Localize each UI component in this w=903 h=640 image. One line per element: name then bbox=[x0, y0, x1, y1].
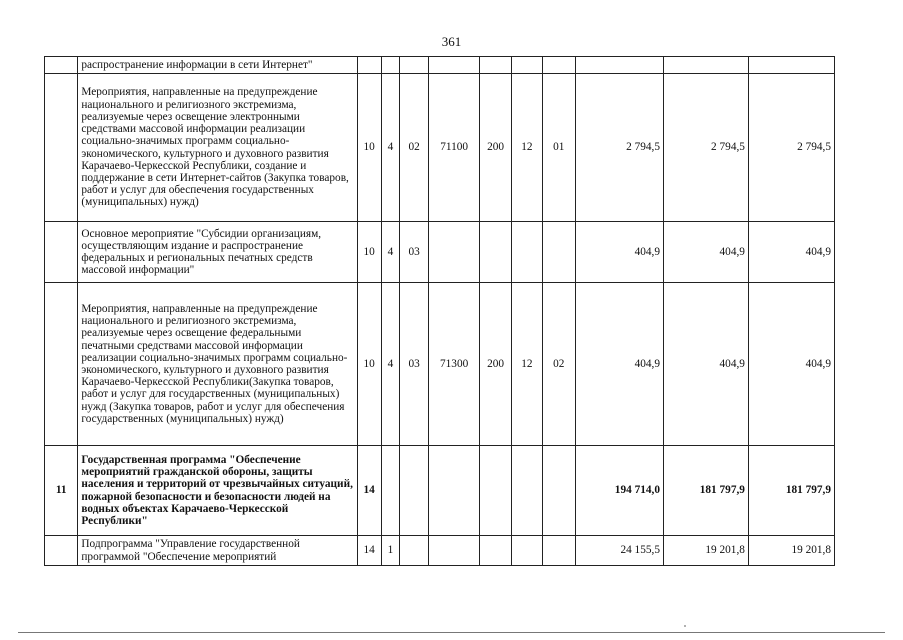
code-ministry bbox=[512, 222, 542, 283]
table-row bbox=[45, 446, 835, 536]
code-subsection: 4 bbox=[381, 283, 399, 446]
row-description: Мероприятия, направленные на предупреждение национального и религиозного экстремизма, реализуемые через освещение электронными средствами массовой информации реализации социально-значимых программ социально-экономического, культурного и духовного развития Карачаево-Черкесской Республики, создание и поддержание в сети Интернет-сайтов (Закупка товаров, работ и услуг для обеспечения государственных (муниципальных) нужд) bbox=[78, 74, 357, 222]
amount-year-3: 19 201,8 bbox=[748, 536, 834, 566]
amount-year-1: 2 794,5 bbox=[575, 74, 663, 222]
code-section: 10 bbox=[357, 283, 381, 446]
amount-year-3: 181 797,9 bbox=[748, 446, 834, 536]
page-bottom-rule bbox=[18, 632, 885, 633]
amount-year-2: 19 201,8 bbox=[663, 536, 748, 566]
amount-year-3: 404,9 bbox=[748, 283, 834, 446]
code-section: 10 bbox=[357, 74, 381, 222]
row-description: Основное мероприятие "Субсидии организациям, осуществляющим издание и распространение федеральных и региональных печатных средств массовой информации" bbox=[78, 222, 357, 283]
table-row bbox=[45, 74, 835, 222]
code-program: 02 bbox=[400, 74, 429, 222]
code-direction bbox=[429, 536, 480, 566]
amount-year-1: 194 714,0 bbox=[575, 446, 663, 536]
code-section: 10 bbox=[357, 222, 381, 283]
code-ministry bbox=[512, 446, 542, 536]
table-row bbox=[45, 222, 835, 283]
code-section: 14 bbox=[357, 446, 381, 536]
row-number bbox=[45, 74, 78, 222]
code-expense-type bbox=[479, 446, 511, 536]
code-expense-type bbox=[479, 536, 511, 566]
amount-year-3 bbox=[748, 57, 834, 74]
code-subsection: 1 bbox=[381, 536, 399, 566]
code-program: 03 bbox=[400, 283, 429, 446]
row-number bbox=[45, 536, 78, 566]
row-number bbox=[45, 57, 78, 74]
amount-year-1: 404,9 bbox=[575, 222, 663, 283]
code-expense-type: 200 bbox=[479, 74, 511, 222]
code-expense-type: 200 bbox=[479, 283, 511, 446]
code-section bbox=[357, 57, 381, 74]
code-direction: 71100 bbox=[429, 74, 480, 222]
row-number: 11 bbox=[45, 446, 78, 536]
code-program: 03 bbox=[400, 222, 429, 283]
table-row bbox=[45, 536, 835, 566]
table-row bbox=[45, 283, 835, 446]
row-number bbox=[45, 283, 78, 446]
code-subsection: 4 bbox=[381, 222, 399, 283]
page-number: 361 bbox=[441, 34, 462, 49]
code-program bbox=[400, 57, 429, 74]
amount-year-1 bbox=[575, 57, 663, 74]
code-subsection bbox=[381, 446, 399, 536]
row-number bbox=[45, 222, 78, 283]
amount-year-2: 181 797,9 bbox=[663, 446, 748, 536]
code-ministry bbox=[512, 57, 542, 74]
code-subprogram: 02 bbox=[542, 283, 575, 446]
code-expense-type bbox=[479, 57, 511, 74]
amount-year-2: 404,9 bbox=[663, 283, 748, 446]
amount-year-1: 404,9 bbox=[575, 283, 663, 446]
code-expense-type bbox=[479, 222, 511, 283]
row-description: распространение информации в сети Интернет" bbox=[78, 57, 357, 74]
code-subsection: 4 bbox=[381, 74, 399, 222]
code-subprogram: 01 bbox=[542, 74, 575, 222]
row-description: Подпрограмма "Управление государственной программой "Обеспечение мероприятий bbox=[78, 536, 357, 566]
code-ministry: 12 bbox=[512, 74, 542, 222]
amount-year-2 bbox=[663, 57, 748, 74]
code-subprogram bbox=[542, 222, 575, 283]
code-subprogram bbox=[542, 57, 575, 74]
code-direction bbox=[429, 222, 480, 283]
code-program bbox=[400, 536, 429, 566]
code-ministry: 12 bbox=[512, 283, 542, 446]
code-ministry bbox=[512, 536, 542, 566]
amount-year-3: 2 794,5 bbox=[748, 74, 834, 222]
table-row bbox=[45, 57, 835, 74]
row-description: Мероприятия, направленные на предупреждение национального и религиозного экстремизма, реализуемые через освещение федеральными печатными средствами массовой информации реализации социально-значимых программ социально-экономического, культурного и духовного развития Карачаево-Черкесской Республики(Закупка товаров, работ и услуг для государственных (муниципальных) нужд (Закупка товаров, работ и услуг для обеспечения государственных (муниципальных) нужд) bbox=[78, 283, 357, 446]
amount-year-1: 24 155,5 bbox=[575, 536, 663, 566]
code-direction bbox=[429, 446, 480, 536]
budget-table bbox=[44, 56, 835, 566]
row-description: Государственная программа "Обеспечение мероприятий гражданской обороны, защиты населения и территорий от чрезвычайных ситуаций, пожарной безопасности и безопасности людей на водных объектах Карачаево-Черкесской Республики" bbox=[78, 446, 357, 536]
code-direction bbox=[429, 57, 480, 74]
code-direction: 71300 bbox=[429, 283, 480, 446]
code-subprogram bbox=[542, 536, 575, 566]
amount-year-2: 404,9 bbox=[663, 222, 748, 283]
amount-year-2: 2 794,5 bbox=[663, 74, 748, 222]
amount-year-3: 404,9 bbox=[748, 222, 834, 283]
code-program bbox=[400, 446, 429, 536]
scan-speck bbox=[684, 625, 686, 627]
code-subprogram bbox=[542, 446, 575, 536]
code-subsection bbox=[381, 57, 399, 74]
code-section: 14 bbox=[357, 536, 381, 566]
